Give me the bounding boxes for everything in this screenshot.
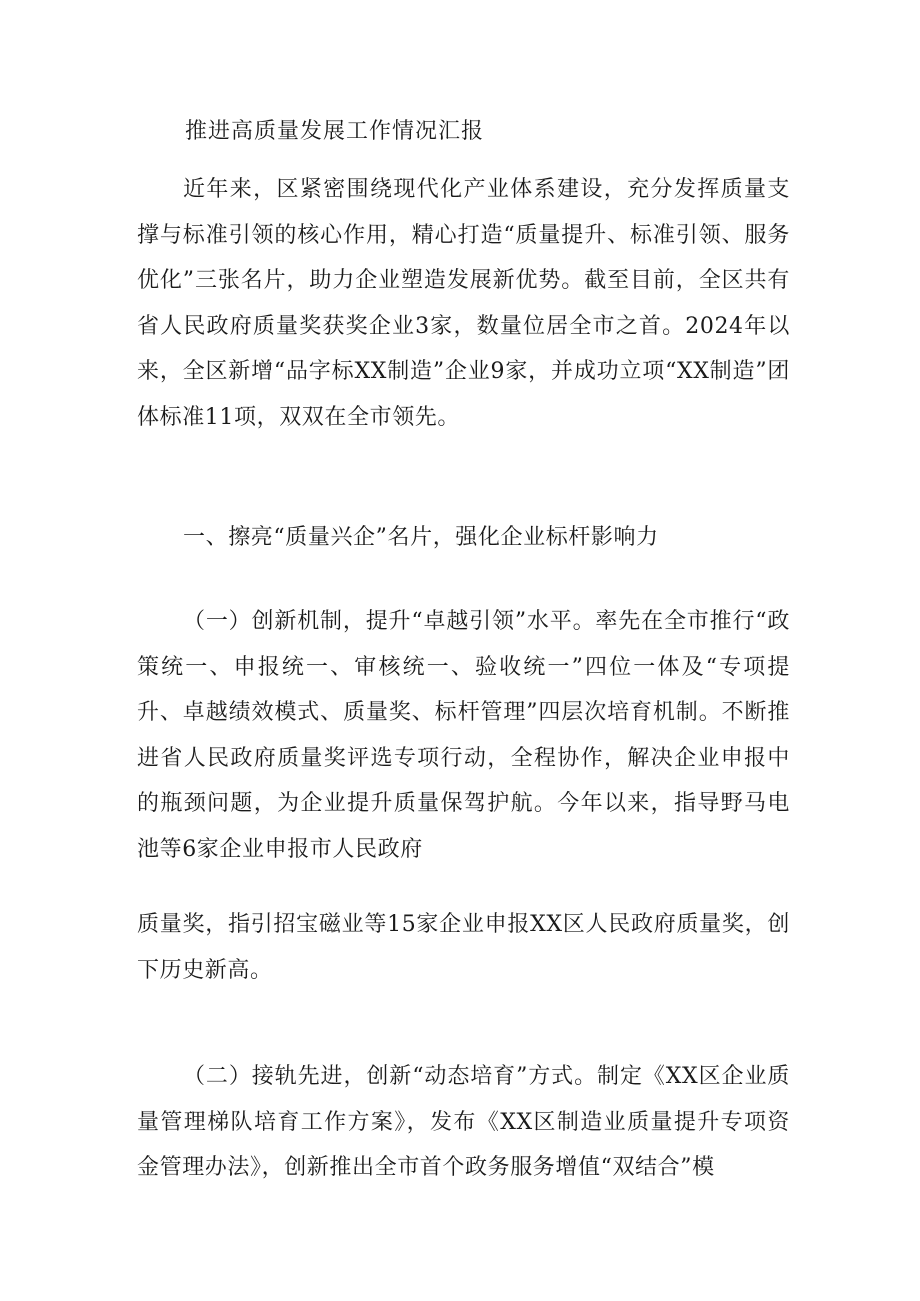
subsection-2-paragraph: （二）接轨先进，创新“动态培育”方式。制定《XX区企业质量管理梯队培育工作方案》，发布《XX区制造业质量提升专项资金管理办法》，创新推出全市首个政务服务增值“双结合”模 (137, 1064, 790, 1181)
document-title: 推进高质量发展工作情况汇报 (185, 119, 485, 144)
subsection-1-continued-paragraph: 质量奖，指引招宝磁业等15家企业申报XX区人民政府质量奖，创下历史新高。 (137, 912, 790, 983)
intro-paragraph: 近年来，区紧密围绕现代化产业体系建设，充分发挥质量支撑与标准引领的核心作用，精心打造“质量提升、标准引领、服务优化”三张名片，助力企业塑造发展新优势。截至目前，全区共有省人民政府质量奖获奖企业3家，数量位居全市之首。2024年以来，全区新增“品字标XX制造”企业9家，并成功立项“XX制造”团体标准11项，双双在全市领先。 (137, 177, 790, 430)
subsection-1-paragraph: （一）创新机制，提升“卓越引领”水平。率先在全市推行“政策统一、申报统一、审核统一、验收统一”四位一体及“专项提升、卓越绩效模式、质量奖、标杆管理”四层次培育机制。不断推进省人民政府质量奖评选专项行动，全程协作，解决企业申报中的瓶颈问题，为企业提升质量保驾护航。今年以来，指导野马电池等6家企业申报市人民政府 (137, 609, 790, 862)
section-1-heading: 一、擦亮“质量兴企”名片，强化企业标杆影响力 (183, 525, 659, 550)
